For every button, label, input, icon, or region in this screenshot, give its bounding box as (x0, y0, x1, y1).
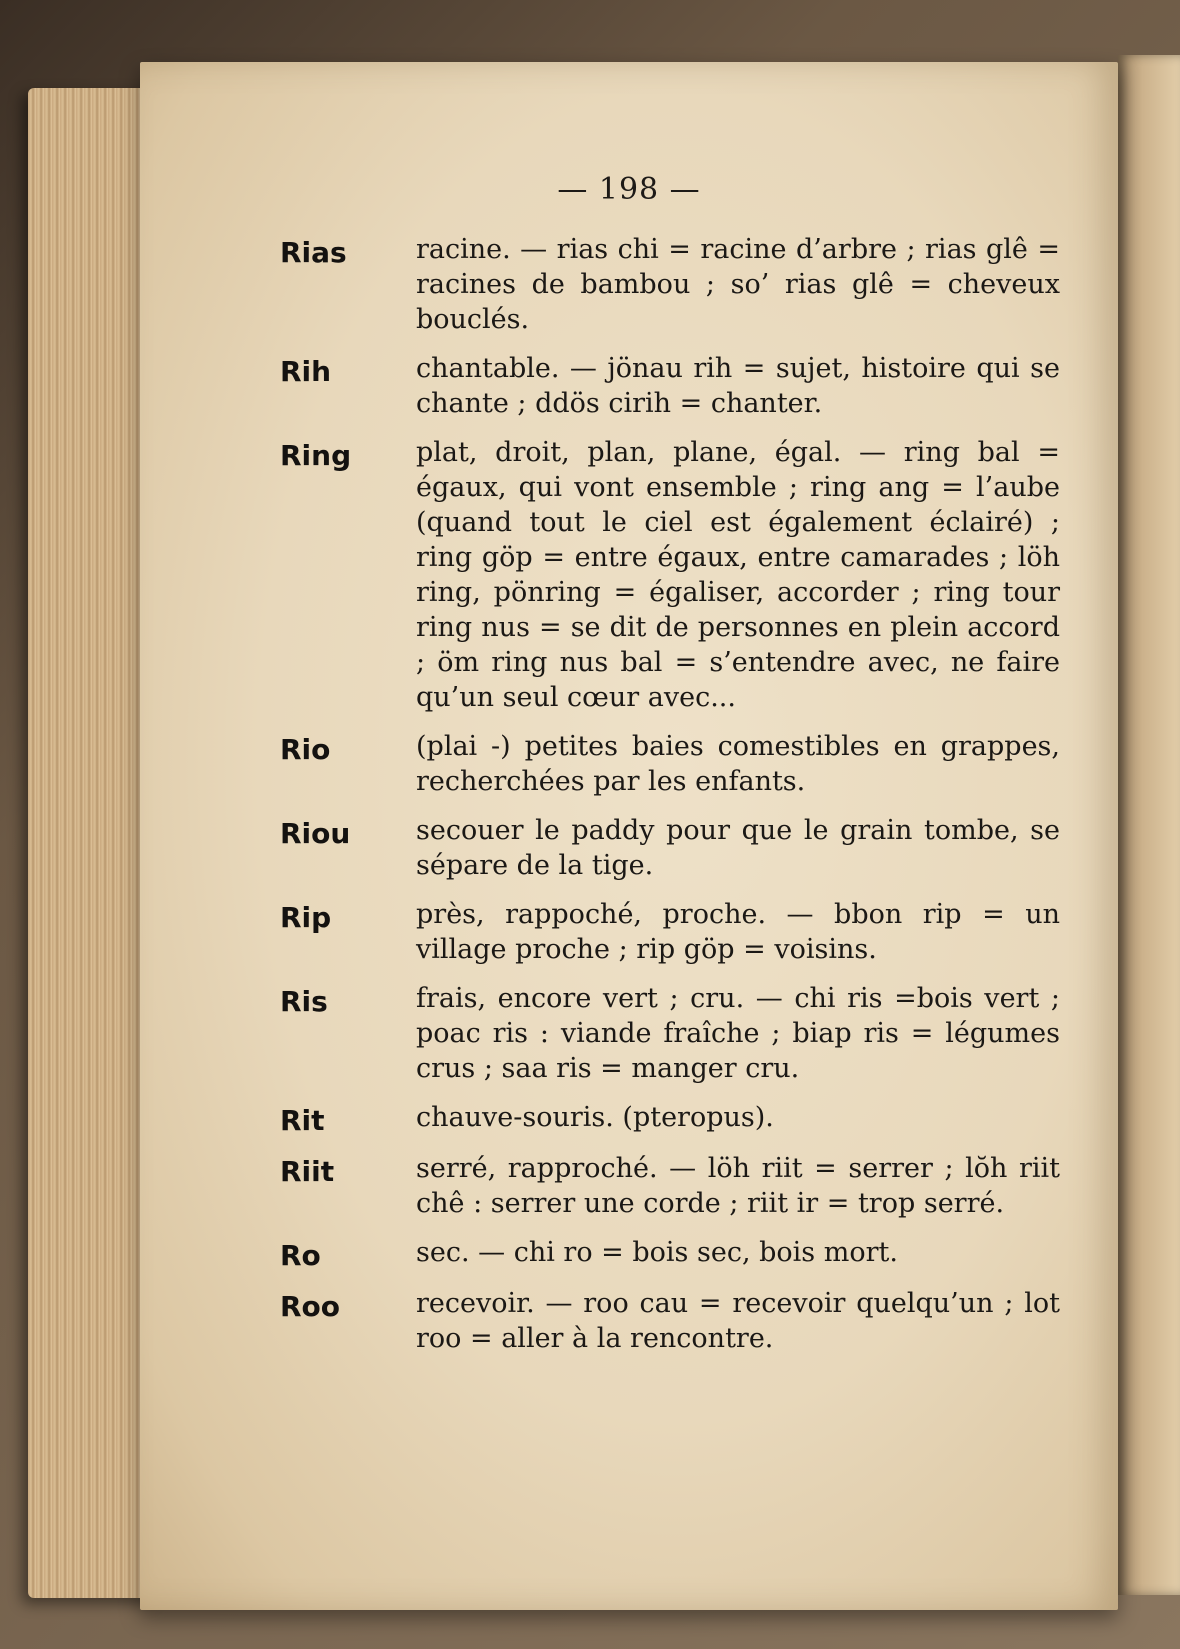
entry-roo (280, 1286, 1060, 1356)
definition: racine. — rias chi = racine d’arbre ; rias glê = racines de bambou ; so’ rias glê = cheveux bouclés. (416, 234, 1060, 335)
headword: Rih (280, 355, 332, 388)
definition: (plai -) petites baies comestibles en grappes, recherchées par les enfants. (416, 731, 1060, 797)
headword: Ring (280, 439, 352, 472)
entry-rias (280, 232, 1060, 337)
dictionary-entries (280, 232, 1060, 1370)
entry-riit (280, 1151, 1060, 1221)
headword: Ro (280, 1239, 321, 1272)
entry-rip (280, 897, 1060, 967)
entry-ris (280, 981, 1060, 1086)
facing-page-edge (1118, 55, 1180, 1595)
headword: Rio (280, 733, 331, 766)
definition: secouer le paddy pour que le grain tombe, se sépare de la tige. (416, 815, 1060, 881)
headword: Ris (280, 985, 328, 1018)
page-number: — 198 — (557, 172, 701, 207)
definition: plat, droit, plan, plane, égal. — ring bal = égaux, qui vont ensemble ; ring ang = l’aube (quand tout le ciel est également éclairé) ; ring göp = entre égaux, entre camarades ; löh ring, pönring = égaliser, accorder ; ring tour ring nus = se dit de personnes en plein accord ; öm ring nus bal = s’entendre avec, ne faire qu’un seul cœur avec... (416, 437, 1060, 713)
headword: Riou (280, 817, 351, 850)
headword: Rias (280, 236, 347, 269)
headword: Riit (280, 1155, 335, 1188)
entry-rih (280, 351, 1060, 421)
entry-rio (280, 729, 1060, 799)
definition: sec. — chi ro = bois sec, bois mort. (416, 1237, 898, 1268)
entry-rit (280, 1100, 1060, 1137)
entry-riou (280, 813, 1060, 883)
entry-ring (280, 435, 1060, 715)
definition: serré, rapproché. — löh riit = serrer ; lŏh riit chê : serrer une corde ; riit ir = trop serré. (416, 1153, 1060, 1219)
definition: chauve-souris. (pteropus). (416, 1102, 774, 1133)
definition: recevoir. — roo cau = recevoir quelqu’un ; lot roo = aller à la rencontre. (416, 1288, 1060, 1354)
definition: chantable. — jönau rih = sujet, histoire qui se chante ; ddös cirih = chanter. (416, 353, 1060, 419)
page-edges (28, 88, 158, 1598)
book-page (140, 62, 1118, 1610)
headword: Roo (280, 1290, 341, 1323)
definition: frais, encore vert ; cru. — chi ris =bois vert ; poac ris : viande fraîche ; biap ris = légumes crus ; saa ris = manger cru. (416, 983, 1060, 1084)
headword: Rit (280, 1104, 325, 1137)
definition: près, rappoché, proche. — bbon rip = un village proche ; rip göp = voisins. (416, 899, 1060, 965)
entry-ro (280, 1235, 1060, 1272)
headword: Rip (280, 901, 332, 934)
